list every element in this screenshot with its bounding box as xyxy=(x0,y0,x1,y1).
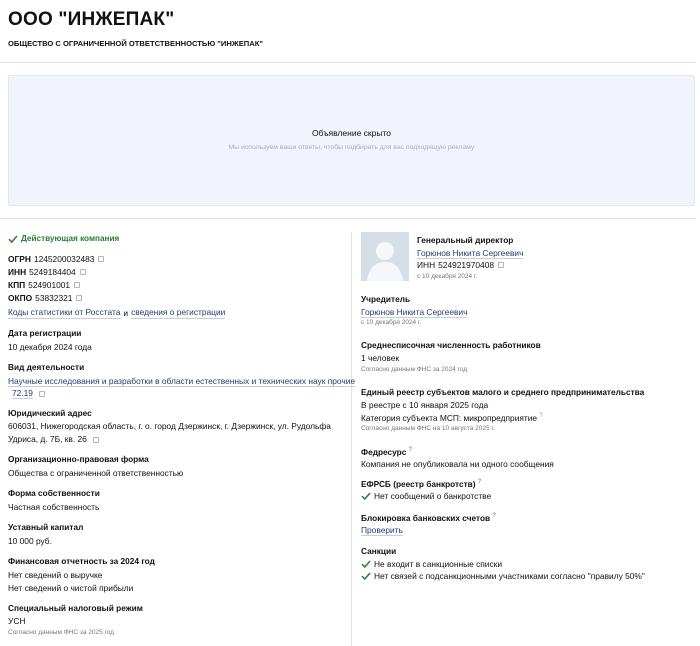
director-name-link[interactable]: Горюнов Никита Сергеевич xyxy=(417,248,524,258)
divider xyxy=(0,218,696,219)
copy-icon[interactable] xyxy=(74,282,80,288)
copy-icon[interactable] xyxy=(39,391,45,397)
employees-label: Среднесписочная численность работников xyxy=(361,340,541,350)
finance-profit: Нет сведений о чистой прибыли xyxy=(8,583,134,593)
address-line-2: Удриса, д. 7Б, кв. 26 xyxy=(8,434,87,444)
director-since: с 10 декабря 2024 г. xyxy=(417,273,478,280)
okpo-value: 53832321 xyxy=(35,293,73,303)
director-name-row xyxy=(417,248,523,259)
registration-info-link[interactable]: сведения о регистрации xyxy=(131,307,226,317)
company-title: ООО "ИНЖЕПАК" xyxy=(8,9,175,30)
efrsb-label-row xyxy=(361,478,481,490)
address-line-2-row xyxy=(8,434,99,445)
director-inn-row xyxy=(417,260,504,271)
msp-registry-date: В реестре с 10 января 2025 года xyxy=(361,400,489,410)
legal-form-value: Общества с ограниченной ответственностью xyxy=(8,468,184,478)
founder-label: Учредитель xyxy=(361,294,411,304)
finance-revenue: Нет сведений о выручке xyxy=(8,570,103,580)
address-label: Юридический адрес xyxy=(8,408,92,418)
activity-code-row xyxy=(12,388,45,399)
question-icon[interactable]: ? xyxy=(492,512,497,519)
efrsb-label: ЕФРСБ (реестр банкротств) xyxy=(361,478,476,489)
okpo-row xyxy=(8,293,82,304)
ownership-label: Форма собственности xyxy=(8,488,100,498)
kpp-label: КПП xyxy=(8,280,26,290)
ogrn-row xyxy=(8,254,104,265)
reg-date-value: 10 декабря 2024 года xyxy=(8,342,92,352)
fedresurs-value: Компания не опубликовала ни одного сообщения xyxy=(361,459,554,469)
copy-icon[interactable] xyxy=(80,269,86,275)
employees-value: 1 человек xyxy=(361,353,400,363)
activity-label: Вид деятельности xyxy=(8,362,85,372)
check-accounts-link[interactable]: Проверить xyxy=(361,525,403,535)
sanctions-row-1 xyxy=(361,559,502,570)
fedresurs-label-row xyxy=(361,446,412,458)
ad-title: Объявление скрыто xyxy=(312,128,391,138)
check-icon xyxy=(361,571,371,581)
msp-category-row xyxy=(361,412,543,424)
kpp-row xyxy=(8,280,80,291)
divider xyxy=(0,62,696,63)
company-full-name: ОБЩЕСТВО С ОГРАНИЧЕННОЙ ОТВЕТСТВЕННОСТЬЮ "ИНЖЕПАК" xyxy=(8,38,263,48)
ogrn-label: ОГРН xyxy=(8,254,31,264)
copy-icon[interactable] xyxy=(98,256,104,262)
director-inn-label: ИНН xyxy=(417,260,436,270)
stat-codes-link[interactable]: Коды статистики от Росстата xyxy=(8,307,121,317)
check-icon xyxy=(8,234,18,244)
status-text: Действующая компания xyxy=(21,234,120,243)
copy-icon[interactable] xyxy=(498,262,504,268)
capital-value: 10 000 руб. xyxy=(8,536,52,546)
legal-form-label: Организационно-правовая форма xyxy=(8,454,149,464)
employees-note: Согласно данным ФНС за 2024 год xyxy=(361,366,468,373)
question-icon[interactable]: ? xyxy=(539,412,543,419)
copy-icon[interactable] xyxy=(76,295,82,301)
copy-icon[interactable] xyxy=(93,437,99,443)
inn-value: 5249184404 xyxy=(29,267,76,277)
activity-code-link[interactable]: 72.19 xyxy=(12,388,33,398)
founder-name-row xyxy=(361,307,467,318)
tax-note: Согласно данным ФНС за 2025 год xyxy=(8,629,115,636)
page-header xyxy=(8,8,263,49)
stat-links-row xyxy=(8,307,225,319)
kpp-value: 524901001 xyxy=(28,280,71,290)
avatar-placeholder-icon xyxy=(361,232,409,281)
inn-row xyxy=(8,267,86,278)
column-divider xyxy=(351,232,352,646)
tax-value: УСН xyxy=(8,616,26,626)
check-icon xyxy=(361,491,371,501)
status-badge xyxy=(8,234,119,245)
hidden-ad-banner[interactable] xyxy=(8,75,695,206)
block-label-row xyxy=(361,512,496,524)
address-line-1: 606031, Нижегородская область, г. о. город Дзержинск, г. Дзержинск, ул. Рудольфа xyxy=(8,421,331,431)
question-icon[interactable]: ? xyxy=(477,478,482,485)
sanctions-value-1: Не входит в санкционные списки xyxy=(374,559,503,569)
check-icon xyxy=(361,559,371,569)
efrsb-value-row xyxy=(361,491,491,502)
activity-link[interactable]: Научные исследования и разработки в области естественных и технических наук прочие xyxy=(8,376,356,386)
question-icon[interactable]: ? xyxy=(408,446,413,453)
block-label: Блокировка банковских счетов xyxy=(361,512,491,523)
founder-since: с 10 декабря 2024 г. xyxy=(361,319,422,326)
sanctions-row-2 xyxy=(361,571,645,582)
activity-value xyxy=(8,376,355,387)
conjunction: и xyxy=(123,307,129,318)
msp-label: Единый реестр субъектов малого и среднего предпринимательства xyxy=(361,387,645,397)
capital-label: Уставный капитал xyxy=(8,522,84,532)
efrsb-value: Нет сообщений о банкротстве xyxy=(374,491,492,501)
ownership-value: Частная собственность xyxy=(8,502,100,512)
sanctions-value-2: Нет связей с подсанкционными участниками согласно "правилу 50%" xyxy=(374,571,645,581)
director-label: Генеральный директор xyxy=(417,235,514,245)
reg-date-label: Дата регистрации xyxy=(8,328,82,338)
finance-label: Финансовая отчетность за 2024 год xyxy=(8,556,155,566)
tax-label: Специальный налоговый режим xyxy=(8,603,143,613)
director-inn-value: 524921970408 xyxy=(438,260,495,270)
ad-subtitle: Мы используем ваши ответы, чтобы подбирать для вас подходящую рекламу xyxy=(228,144,475,151)
avatar xyxy=(361,232,409,281)
okpo-label: ОКПО xyxy=(8,293,33,303)
sanctions-label: Санкции xyxy=(361,546,397,556)
founder-name-link[interactable]: Горюнов Никита Сергеевич xyxy=(361,307,468,317)
block-check-row xyxy=(361,525,403,536)
fedresurs-label: Федресурс xyxy=(361,446,407,457)
ogrn-value: 1245200032483 xyxy=(33,254,95,264)
msp-note: Согласно данным ФНС на 10 августа 2025 г. xyxy=(361,425,495,432)
inn-label: ИНН xyxy=(8,267,27,277)
msp-category: Категория субъекта МСП: микропредприятие xyxy=(361,412,538,423)
